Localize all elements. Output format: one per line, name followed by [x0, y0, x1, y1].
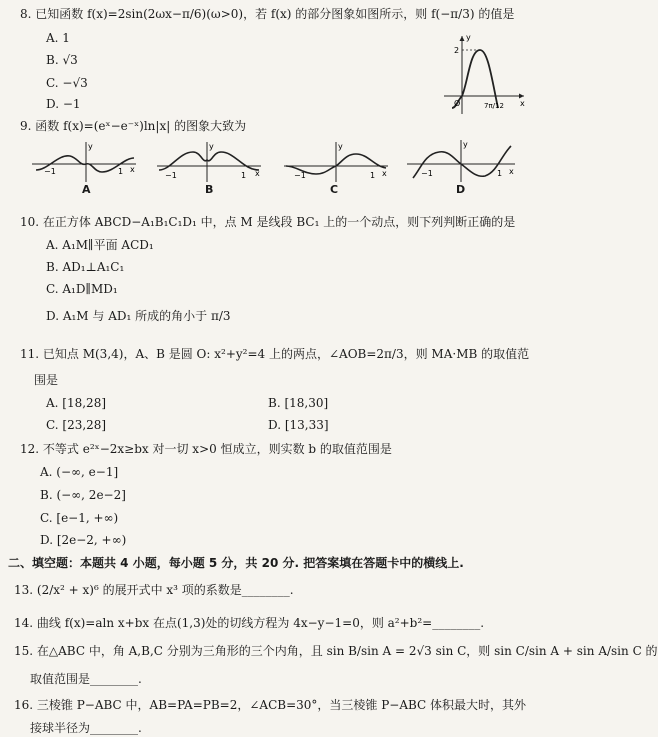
q9-graph-c [282, 140, 392, 184]
q10-option-d: D. A₁M 与 AD₁ 所成的角小于 π/3 [46, 309, 231, 323]
q11-option-a: A. [18,28] [46, 396, 107, 410]
q8-stem: 8. 已知函数 f(x)=2sin(2ωx−π/6)(ω>0)，若 f(x) 的部分图象如图所示，则 f(−π/3) 的值是 [20, 7, 515, 21]
q9-graph-b [155, 140, 265, 184]
q10-option-c: C. A₁D∥MD₁ [46, 282, 118, 296]
q9c-neg-tick: −1 [294, 171, 306, 180]
q9c-pos-tick: 1 [370, 171, 376, 180]
q9-stem: 9. 函数 f(x)=(eˣ−e⁻ˣ)ln|x| 的图象大致为 [20, 119, 247, 133]
q12-option-a: A. (−∞, e−1] [40, 465, 119, 479]
q9-label-c: C [330, 183, 339, 196]
q11-option-c: C. [23,28] [46, 418, 107, 432]
q9a-neg-tick: −1 [44, 167, 56, 176]
q15-line1: 15. 在△ABC 中，角 A,B,C 分别为三角形的三个内角，且 sin B/sin A = 2√3 sin C，则 sin C/sin A + sin A/sin C 的 [14, 644, 658, 658]
q9-label-d: D [456, 183, 466, 196]
q16-line2: 接球半径为________. [30, 721, 142, 735]
q8-option-d: D. −1 [46, 97, 81, 111]
q9b-y-axis-label: y [209, 142, 214, 151]
q10-option-b: B. AD₁⊥A₁C₁ [46, 260, 125, 274]
q9d-x-axis-label: x [509, 167, 514, 176]
q11-option-b: B. [18,30] [268, 396, 329, 410]
q9d-y-axis-label: y [463, 140, 468, 149]
q9a-x-axis-label: x [130, 165, 135, 174]
q9-graph-d [405, 138, 520, 184]
q9-graph-a [30, 140, 140, 184]
q9b-pos-tick: 1 [241, 171, 247, 180]
q9a-y-axis-label: y [88, 142, 93, 151]
q11-option-d: D. [13,33] [268, 418, 329, 432]
q9b-neg-tick: −1 [165, 171, 177, 180]
q12-stem: 12. 不等式 e²ˣ−2x≥bx 对一切 x>0 恒成立，则实数 b 的取值范围是 [20, 442, 392, 456]
q8-sine-graph [440, 32, 528, 116]
q12-option-b: B. (−∞, 2e−2] [40, 488, 126, 502]
q8-option-b: B. √3 [46, 53, 78, 67]
q8-option-c: C. −√3 [46, 76, 88, 90]
q11-stem-continued: 围是 [34, 373, 59, 387]
q12-option-d: D. [2e−2, +∞) [40, 533, 127, 547]
q9c-y-axis-label: y [338, 142, 343, 151]
q16-line1: 16. 三棱锥 P−ABC 中，AB=PA=PB=2，∠ACB=30°，当三棱锥 P−ABC 体积最大时，其外 [14, 698, 527, 712]
q9d-neg-tick: −1 [421, 169, 433, 178]
q8-graph-y-axis-label: y [466, 33, 471, 42]
q9-label-b: B [205, 183, 214, 196]
q10-option-a: A. A₁M∥平面 ACD₁ [46, 238, 154, 252]
q10-stem: 10. 在正方体 ABCD−A₁B₁C₁D₁ 中，点 M 是线段 BC₁ 上的一个动点，则下列判断正确的是 [20, 215, 516, 229]
q9c-x-axis-label: x [382, 169, 387, 178]
section2-heading: 二、填空题：本题共 4 小题，每小题 5 分，共 20 分. 把答案填在答题卡中的横线上. [8, 556, 464, 570]
q8-graph-x-axis-label: x [520, 99, 525, 108]
q8-graph-y-tick: 2 [454, 46, 460, 55]
q9b-x-axis-label: x [255, 169, 260, 178]
q14-text: 14. 曲线 f(x)=aln x+bx 在点(1,3)处的切线方程为 4x−y−1=0，则 a²+b²=________. [14, 616, 485, 630]
q9-label-a: A [82, 183, 91, 196]
q13-text: 13. (2/x² + x)⁶ 的展开式中 x³ 项的系数是________. [14, 583, 294, 597]
q9a-pos-tick: 1 [118, 167, 124, 176]
q12-option-c: C. [e−1, +∞) [40, 511, 119, 525]
q8-graph-x-tick: 7π/12 [484, 102, 504, 110]
q15-line2: 取值范围是________. [30, 672, 142, 686]
q8-graph-origin: O [454, 99, 461, 108]
q9d-pos-tick: 1 [497, 169, 503, 178]
q11-stem: 11. 已知点 M(3,4)，A、B 是圆 O: x²+y²=4 上的两点，∠AOB=2π/3，则 MA·MB 的取值范 [20, 347, 530, 361]
q8-option-a: A. 1 [46, 31, 70, 45]
